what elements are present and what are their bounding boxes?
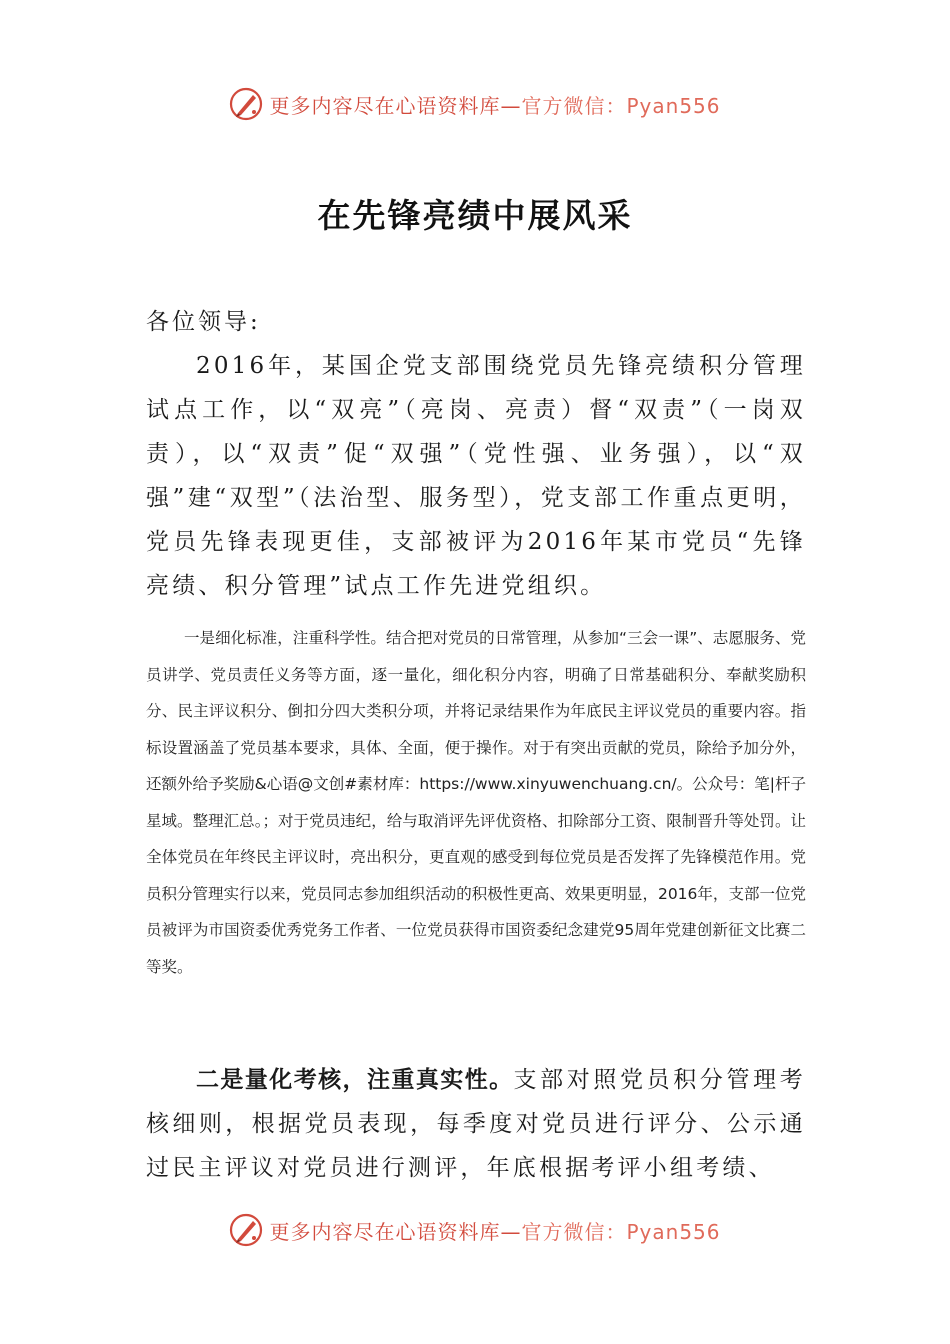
watermark-slogan: 更多内容尽在心语资料库— (269, 1219, 522, 1244)
document-title: 在先锋亮绩中展风采 (317, 196, 633, 235)
watermark-header (0, 84, 950, 124)
paragraph-standards: 一是细化标准，注重科学性。结合把对党员的日常管理，从参加“三会一课”、志愿服务、党员讲学、党员责任义务等方面，逐一量化，细化积分内容，明确了日常基础积分、奉献奖励积分、民主评议积分、倒扣分四大类积分项，并将记录结果作为年底民主评议党员的重要内容。指标设置涵盖了党员基本要求，具体、全面，便于操作。对于有突出贡献的党员，除给予加分外，还额外给予奖励&心语@文创#素材库：https://www.xinyuwenchuang.cn/。公众号：笔|杆子星域。整理汇总。；对于党员违纪，给与取消评先评优资格、扣除部分工资、限制晋升等处罚。让全体党员在年终民主评议时，亮出积分，更直观的感受到每位党员是否发挥了先锋模范作用。党员积分管理实行以来，党员同志参加组织活动的积极性更高、效果更明显，2016年，支部一位党员被评为市国资委优秀党务工作者、一位党员获得市国资委纪念建党95周年党建创新征文比赛二等奖。 (146, 629, 806, 976)
quill-logo-icon (229, 1213, 263, 1247)
watermark-text (269, 90, 720, 119)
quill-logo-icon (229, 87, 263, 121)
watermark-slogan: 更多内容尽在心语资料库— (269, 93, 522, 118)
watermark-text (269, 1216, 720, 1245)
watermark-wechat-id: Pyan556 (626, 93, 721, 118)
paragraph-assessment-lead: 二是量化考核，注重真实性。 (196, 1067, 514, 1093)
paragraph-assessment (146, 1058, 806, 1190)
watermark-wechat-label: 官方微信： (521, 1219, 627, 1244)
watermark-wechat-id: Pyan556 (626, 1219, 721, 1244)
watermark-footer (0, 1210, 950, 1250)
paragraph-assessment-body: 支部对照党员积分管理考核细则，根据党员表现，每季度对党员进行评分、公示通过民主评议对党员进行测评，年底根据考评小组考绩、 (146, 1067, 807, 1181)
greeting: 各位领导: (146, 309, 261, 335)
paragraph-intro: 2016年，某国企党支部围绕党员先锋亮绩积分管理试点工作，以“双亮”（亮岗、亮责）督“双责”（一岗双责），以“双责”促“双强”（党性强、业务强），以“双强”建“双型”（法治型、服务型），党支部工作重点更明，党员先锋表现更佳，支部被评为2016年某市党员“先锋亮绩、积分管理”试点工作先进党组织。 (146, 353, 806, 599)
watermark-wechat-label: 官方微信： (521, 93, 627, 118)
